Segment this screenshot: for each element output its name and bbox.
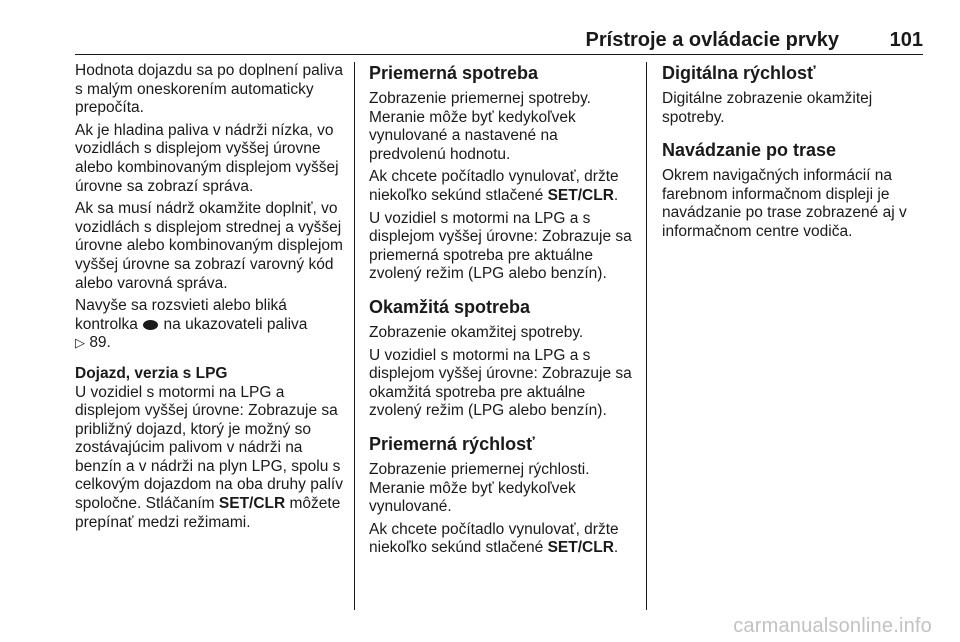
text: Ak chcete počítadlo vynulovať, držte niekoľko sekúnd stlačené bbox=[369, 168, 619, 204]
column-divider bbox=[354, 62, 355, 610]
paragraph bbox=[369, 521, 637, 558]
button-name: SET/CLR bbox=[547, 539, 614, 557]
column-right bbox=[662, 62, 932, 246]
column-left bbox=[75, 62, 350, 536]
paragraph: U vozidiel s motormi na LPG a s displejom vyššej úrovne: Zobrazuje sa priemerná spotreba pre aktuálne zvolený režim (LPG alebo benzín). bbox=[369, 209, 632, 283]
paragraph: Zobrazenie priemernej rýchlosti. Meranie môže byť kedykoľvek vynulované. bbox=[369, 460, 590, 516]
paragraph: Ak je hladina paliva v nádrži nízka, vo vozidlách s displejom vyššej úrovne alebo kombinovaným displejom vyššej úrovne sa zobrazí správa. bbox=[75, 121, 339, 195]
text: . bbox=[613, 186, 619, 204]
text: Ak chcete počítadlo vynulovať, držte niekoľko sekúnd stlačené bbox=[369, 520, 619, 557]
chapter-title: Prístroje a ovládacie prvky bbox=[585, 29, 839, 51]
paragraph bbox=[75, 384, 350, 533]
section-heading: Digitálna rýchlosť bbox=[662, 63, 816, 83]
section-subheading: Dojazd, verzia s LPG bbox=[75, 364, 228, 382]
paragraph: Hodnota dojazdu sa po doplnení paliva s malým oneskorením automaticky prepočíta. bbox=[75, 62, 344, 117]
column-middle bbox=[369, 62, 637, 562]
paragraph bbox=[369, 168, 637, 205]
button-name: SET/CLR bbox=[547, 186, 614, 204]
section-heading: Priemerná rýchlosť bbox=[369, 433, 535, 454]
paragraph: Zobrazenie okamžitej spotreby. bbox=[369, 323, 584, 341]
paragraph: U vozidiel s motormi na LPG a s displejom vyššej úrovne: Zobrazuje sa okamžitá spotreba pre aktuálne zvolený režim (LPG alebo benzín). bbox=[369, 346, 632, 420]
paragraph: Zobrazenie priemernej spotreby. Meranie môže byť kedykoľvek vynulované a nastavené na predvolenú hodnotu. bbox=[369, 90, 591, 163]
page-header bbox=[75, 28, 923, 55]
watermark: carmanualsonline.info bbox=[733, 615, 932, 637]
paragraph: Digitálne zobrazenie okamžitej spotreby. bbox=[662, 90, 873, 126]
text: . bbox=[613, 539, 619, 557]
section-heading: Priemerná spotreba bbox=[369, 63, 539, 83]
page-reference-arrow-icon: ▷ bbox=[75, 335, 85, 351]
page-reference[interactable]: 89. bbox=[89, 334, 111, 352]
fuel-warning-lamp-icon bbox=[143, 320, 158, 330]
button-name: SET/CLR bbox=[218, 495, 286, 513]
text: Navyše sa rozsvieti alebo bliká kontrolka bbox=[75, 297, 287, 333]
column-divider bbox=[646, 62, 647, 610]
paragraph bbox=[75, 297, 350, 353]
text: U vozidiel s motormi na LPG a displejom vyššej úrovne: Zobrazuje sa približný dojazd, ktorý je možný so zostávajúcim palivom v nádrži na benzín a v nádrži na plyn LPG, spolu s celkovým dojazdom na oba druhy palív spoločne. Stláčaním bbox=[75, 383, 343, 513]
section-heading: Okamžitá spotreba bbox=[369, 296, 531, 317]
text: na ukazovateli paliva bbox=[163, 315, 308, 333]
paragraph: Okrem navigačných informácií na farebnom informačnom displeji je navádzanie po trase zobrazené aj v informačnom centre vodiča. bbox=[662, 167, 907, 240]
section-heading: Navádzanie po trase bbox=[662, 140, 837, 161]
page-number: 101 bbox=[889, 29, 923, 51]
paragraph: Ak sa musí nádrž okamžite doplniť, vo vozidlách s displejom strednej a vyššej úrovne alebo kombinovaným displejom vyššej úrovne sa zobrazí varovný kód alebo varovná správa. bbox=[75, 200, 343, 292]
text: môžete prepínať medzi režimami. bbox=[75, 495, 341, 531]
